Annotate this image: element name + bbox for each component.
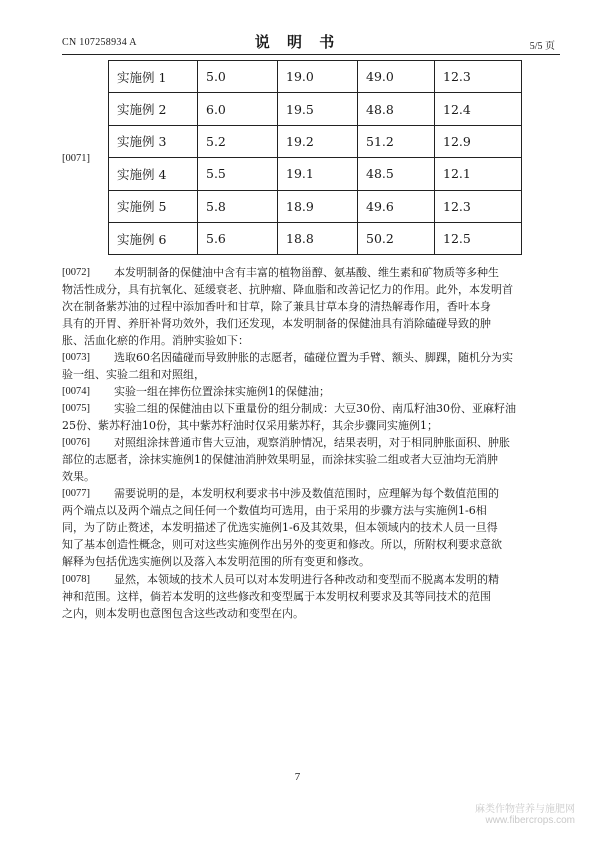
paragraph-line: 验一组、实验二组和对照组， bbox=[62, 368, 205, 381]
paragraph-line: 实验二组的保健油由以下重量份的组分制成：大豆30份、南瓜籽油30份、亚麻籽油 bbox=[114, 402, 516, 415]
table-cell-value: 48.5 bbox=[358, 158, 435, 190]
paragraph-line: 两个端点以及两个端点之间任何一个数值均可选用，由于采用的步骤方法与实施例1-6相 bbox=[62, 504, 487, 517]
paragraph-line: 部位的志愿者，涂抹实施例1的保健油消肿效果明显，而涂抹实验二组或者大豆油均无消肿 bbox=[62, 453, 498, 466]
paragraph bbox=[62, 485, 562, 570]
table-row bbox=[109, 190, 522, 222]
table-cell-value: 19.2 bbox=[278, 125, 358, 157]
watermark-text: 麻类作物营养与施肥网 bbox=[475, 804, 575, 815]
paragraph-line: 需要说明的是，本发明权利要求书中涉及数值范围时，应理解为每个数值范围的 bbox=[114, 487, 499, 500]
header-page-of: 5/5 页 bbox=[529, 41, 555, 52]
header-rule bbox=[62, 54, 560, 55]
page-number: 7 bbox=[294, 771, 301, 783]
page-title: 说 明 书 bbox=[254, 33, 341, 51]
table-row bbox=[109, 61, 522, 93]
table-cell-value: 5.2 bbox=[198, 125, 278, 157]
table-cell-value: 12.1 bbox=[435, 158, 522, 190]
header-doc-number: CN 107258934 A bbox=[62, 37, 137, 48]
table-cell-example: 实施例 1 bbox=[109, 61, 198, 93]
table-cell-value: 5.8 bbox=[198, 190, 278, 222]
table-row bbox=[109, 158, 522, 190]
paragraph-line: 效果。 bbox=[62, 470, 95, 483]
table-cell-value: 19.0 bbox=[278, 61, 358, 93]
paragraph-line: 显然，本领域的技术人员可以对本发明进行各种改动和变型而不脱离本发明的精 bbox=[114, 573, 499, 586]
table-cell-value: 12.4 bbox=[435, 93, 522, 125]
paragraph-line: 解释为包括优选实施例以及落入本发明范围的所有变更和修改。 bbox=[62, 555, 370, 568]
table-cell-value: 49.6 bbox=[358, 190, 435, 222]
paragraph-tag: [0077] bbox=[62, 488, 90, 499]
table-cell-value: 18.9 bbox=[278, 190, 358, 222]
table-cell-value: 5.5 bbox=[198, 158, 278, 190]
paragraph-line: 之内，则本发明也意图包含这些改动和变型在内。 bbox=[62, 607, 304, 620]
paragraph-tag: [0073] bbox=[62, 352, 90, 363]
paragraph-line: 对照组涂抹普通市售大豆油，观察消肿情况，结果表明，对于相同肿胀面积、肿胀 bbox=[114, 436, 510, 449]
table-cell-value: 12.9 bbox=[435, 125, 522, 157]
paragraph-line: 具有的开胃、养肝补肾功效外，我们还发现，本发明制备的保健油具有消除磕碰导致的肿 bbox=[62, 317, 491, 330]
paragraph-line: 物活性成分，具有抗氧化、延缓衰老、抗肿瘤、降血脂和改善记忆力的作用。此外，本发明首 bbox=[62, 283, 513, 296]
paragraph-tag: [0076] bbox=[62, 437, 90, 448]
paragraph-line: 25份、紫苏籽油10份，其中紫苏籽油时仅采用紫苏籽，其余步骤同实施例1； bbox=[62, 419, 438, 432]
table-cell-example: 实施例 2 bbox=[109, 93, 198, 125]
table-cell-example: 实施例 3 bbox=[109, 125, 198, 157]
table-cell-example: 实施例 4 bbox=[109, 158, 198, 190]
results-table bbox=[108, 60, 522, 255]
table-row bbox=[109, 93, 522, 125]
paragraph-line: 次在制备紫苏油的过程中添加香叶和甘草，除了兼具甘草本身的清热解毒作用，香叶本身 bbox=[62, 300, 491, 313]
paragraph bbox=[62, 383, 562, 400]
paragraph-tag: [0072] bbox=[62, 267, 90, 278]
paragraph bbox=[62, 349, 562, 383]
table-cell-example: 实施例 6 bbox=[109, 222, 198, 254]
paragraph-line: 同，为了防止赘述，本发明描述了优选实施例1-6及其效果，但本领域内的技术人员一旦得 bbox=[62, 521, 498, 534]
table-cell-example: 实施例 5 bbox=[109, 190, 198, 222]
paragraph-line: 神和范围。这样，倘若本发明的这些修改和变型属于本发明权利要求及其等同技术的范围 bbox=[62, 590, 491, 603]
paragraph-tag: [0074] bbox=[62, 386, 90, 397]
table-cell-value: 12.3 bbox=[435, 190, 522, 222]
table-cell-value: 12.5 bbox=[435, 222, 522, 254]
table-cell-value: 51.2 bbox=[358, 125, 435, 157]
watermark-url: www.fibercrops.com bbox=[485, 815, 575, 826]
paragraph bbox=[62, 400, 562, 434]
table-cell-value: 6.0 bbox=[198, 93, 278, 125]
table-cell-value: 18.8 bbox=[278, 222, 358, 254]
table-cell-value: 50.2 bbox=[358, 222, 435, 254]
paragraph-line: 选取60名因磕碰而导致肿胀的志愿者，磕碰位置为手臂、额头、脚踝，随机分为实 bbox=[114, 351, 513, 364]
paragraph-tag: [0078] bbox=[62, 574, 90, 585]
paragraph-line: 本发明制备的保健油中含有丰富的植物甾醇、氨基酸、维生素和矿物质等多种生 bbox=[114, 266, 499, 279]
table-cell-value: 19.5 bbox=[278, 93, 358, 125]
paragraph-line: 胀、活血化瘀的作用。消肿实验如下： bbox=[62, 334, 249, 347]
table-row bbox=[109, 222, 522, 254]
table-cell-value: 12.3 bbox=[435, 61, 522, 93]
paragraph-tag: [0075] bbox=[62, 403, 90, 414]
paragraph bbox=[62, 434, 562, 485]
table-cell-value: 48.8 bbox=[358, 93, 435, 125]
table-cell-value: 49.0 bbox=[358, 61, 435, 93]
paragraph-line: 实验一组在摔伤位置涂抹实施例1的保健油； bbox=[114, 385, 330, 398]
paragraph bbox=[62, 264, 562, 349]
paragraph bbox=[62, 571, 562, 622]
paragraph-line: 知了基本创造性概念，则可对这些实施例作出另外的变更和修改。所以，所附权利要求意欲 bbox=[62, 538, 502, 551]
table-cell-value: 5.0 bbox=[198, 61, 278, 93]
table-row bbox=[109, 125, 522, 157]
paragraph-tag-0071: [0071] bbox=[62, 153, 90, 164]
table-cell-value: 19.1 bbox=[278, 158, 358, 190]
table-cell-value: 5.6 bbox=[198, 222, 278, 254]
